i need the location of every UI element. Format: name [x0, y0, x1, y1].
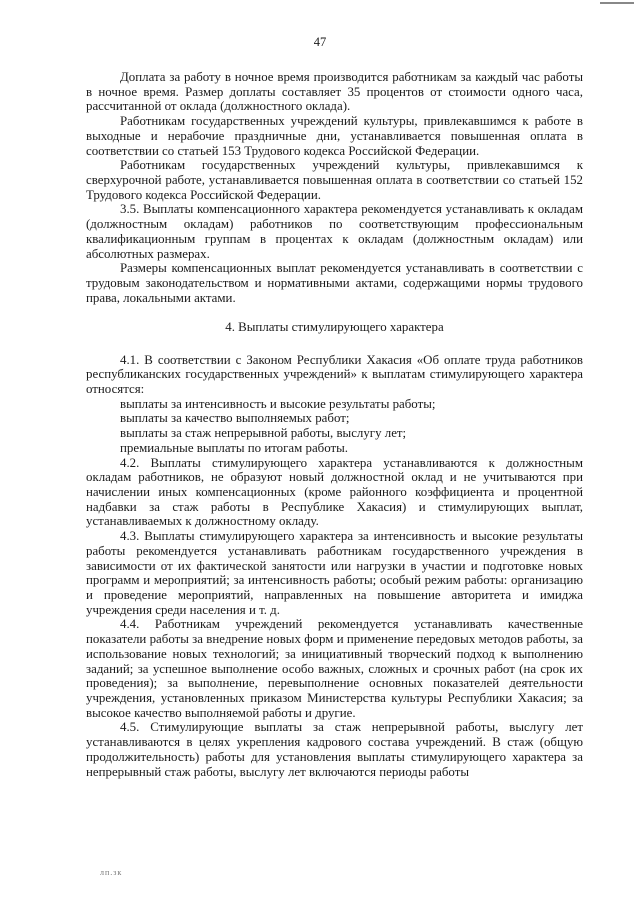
paragraph-holiday-work: Работникам государственных учреждений культуры, привлекавшимся к работе в выходные и нерабочие праздничные дни, устанавливается повышенная оплата в соответствии со статьей 153 Трудового кодекса Российской Федерации. — [86, 114, 583, 158]
section-4-heading: 4. Выплаты стимулирующего характера — [225, 319, 444, 334]
list-item-seniority: выплаты за стаж непрерывной работы, выслугу лет; — [120, 426, 407, 441]
document-body — [86, 70, 583, 779]
paragraph-4-2: 4.2. Выплаты стимулирующего характера устанавливаются к должностным окладам работников, не образуют новый должностной оклад и не учитываются при начислении иных компенсационных (кроме районного коэффициента и процентной надбавки за стаж работы в Республике Хакасия) и стимулирующих выплат, устанавливаемых к должностному окладу. — [86, 455, 583, 529]
footer-mark: лп.зк — [100, 868, 123, 877]
paragraph-night-work: Доплата за работу в ночное время производится работникам за каждый час работы в ночное время. Размер доплаты составляет 35 процентов от стоимости одного часа, рассчитанной от оклада (должностного оклада). — [86, 70, 583, 114]
list-item-bonus: премиальные выплаты по итогам работы. — [120, 440, 349, 455]
list-item-intensity: выплаты за интенсивность и высокие результаты работы; — [120, 396, 436, 411]
paragraph-4-1: 4.1. В соответствии с Законом Республики Хакасия «Об оплате труда работников республиканских государственных учреждений» к выплатам стимулирующего характера относятся: — [86, 352, 583, 396]
paragraph-4-5: 4.5. Стимулирующие выплаты за стаж непрерывной работы, выслугу лет устанавливаются в целях укрепления кадрового состава учреждений. В стаж (общую продолжительность) работы для установления выплаты стимулирующего характера за непрерывный стаж работы, выслугу лет включаются периоды работы — [86, 720, 583, 779]
list-item-quality: выплаты за качество выполняемых работ; — [120, 411, 350, 426]
corner-scan-mark — [600, 2, 634, 4]
page-number: 47 — [313, 35, 327, 49]
paragraph-overtime-work: Работникам государственных учреждений культуры, привлекавшимся к сверхурочной работе, устанавливается повышенная оплата в соответствии со статьей 152 Трудового кодекса Российской Федерации. — [86, 158, 583, 202]
paragraph-4-3: 4.3. Выплаты стимулирующего характера за интенсивность и высокие результаты работы рекомендуется устанавливать работникам государственного учреждения в зависимости от их фактической занятости или нагрузки в участии и подготовке новых программ и мероприятий; за интенсивность работы; особый режим работы: организацию и проведение мероприятий, направленных на повышение авторитета и имиджа учреждения среди населения и т. д. — [86, 529, 583, 617]
paragraph-4-4: 4.4. Работникам учреждений рекомендуется устанавливать качественные показатели работы за внедрение новых форм и применение передовых методов работы, за использование новых технологий; за инициативный творческий подход к выполнению заданий; за успешное выполнение особо важных, сложных и срочных работ (на срок их проведения); за выполнение, перевыполнение основных показателей деятельности учреждения, установленных приказом Министерства культуры Республики Хакасия; за высокое качество выполняемой работы и другие. — [86, 617, 583, 720]
paragraph-compensation-sizes: Размеры компенсационных выплат рекомендуется устанавливать в соответствии с трудовым законодательством и нормативными актами, содержащими нормы трудового права, локальными актами. — [86, 261, 583, 305]
paragraph-3-5: 3.5. Выплаты компенсационного характера рекомендуется устанавливать к окладам (должностным окладам) работников по соответствующим профессиональным квалификационным группам в процентах к окладам (должностным окладам) или абсолютных размерах. — [86, 202, 583, 261]
